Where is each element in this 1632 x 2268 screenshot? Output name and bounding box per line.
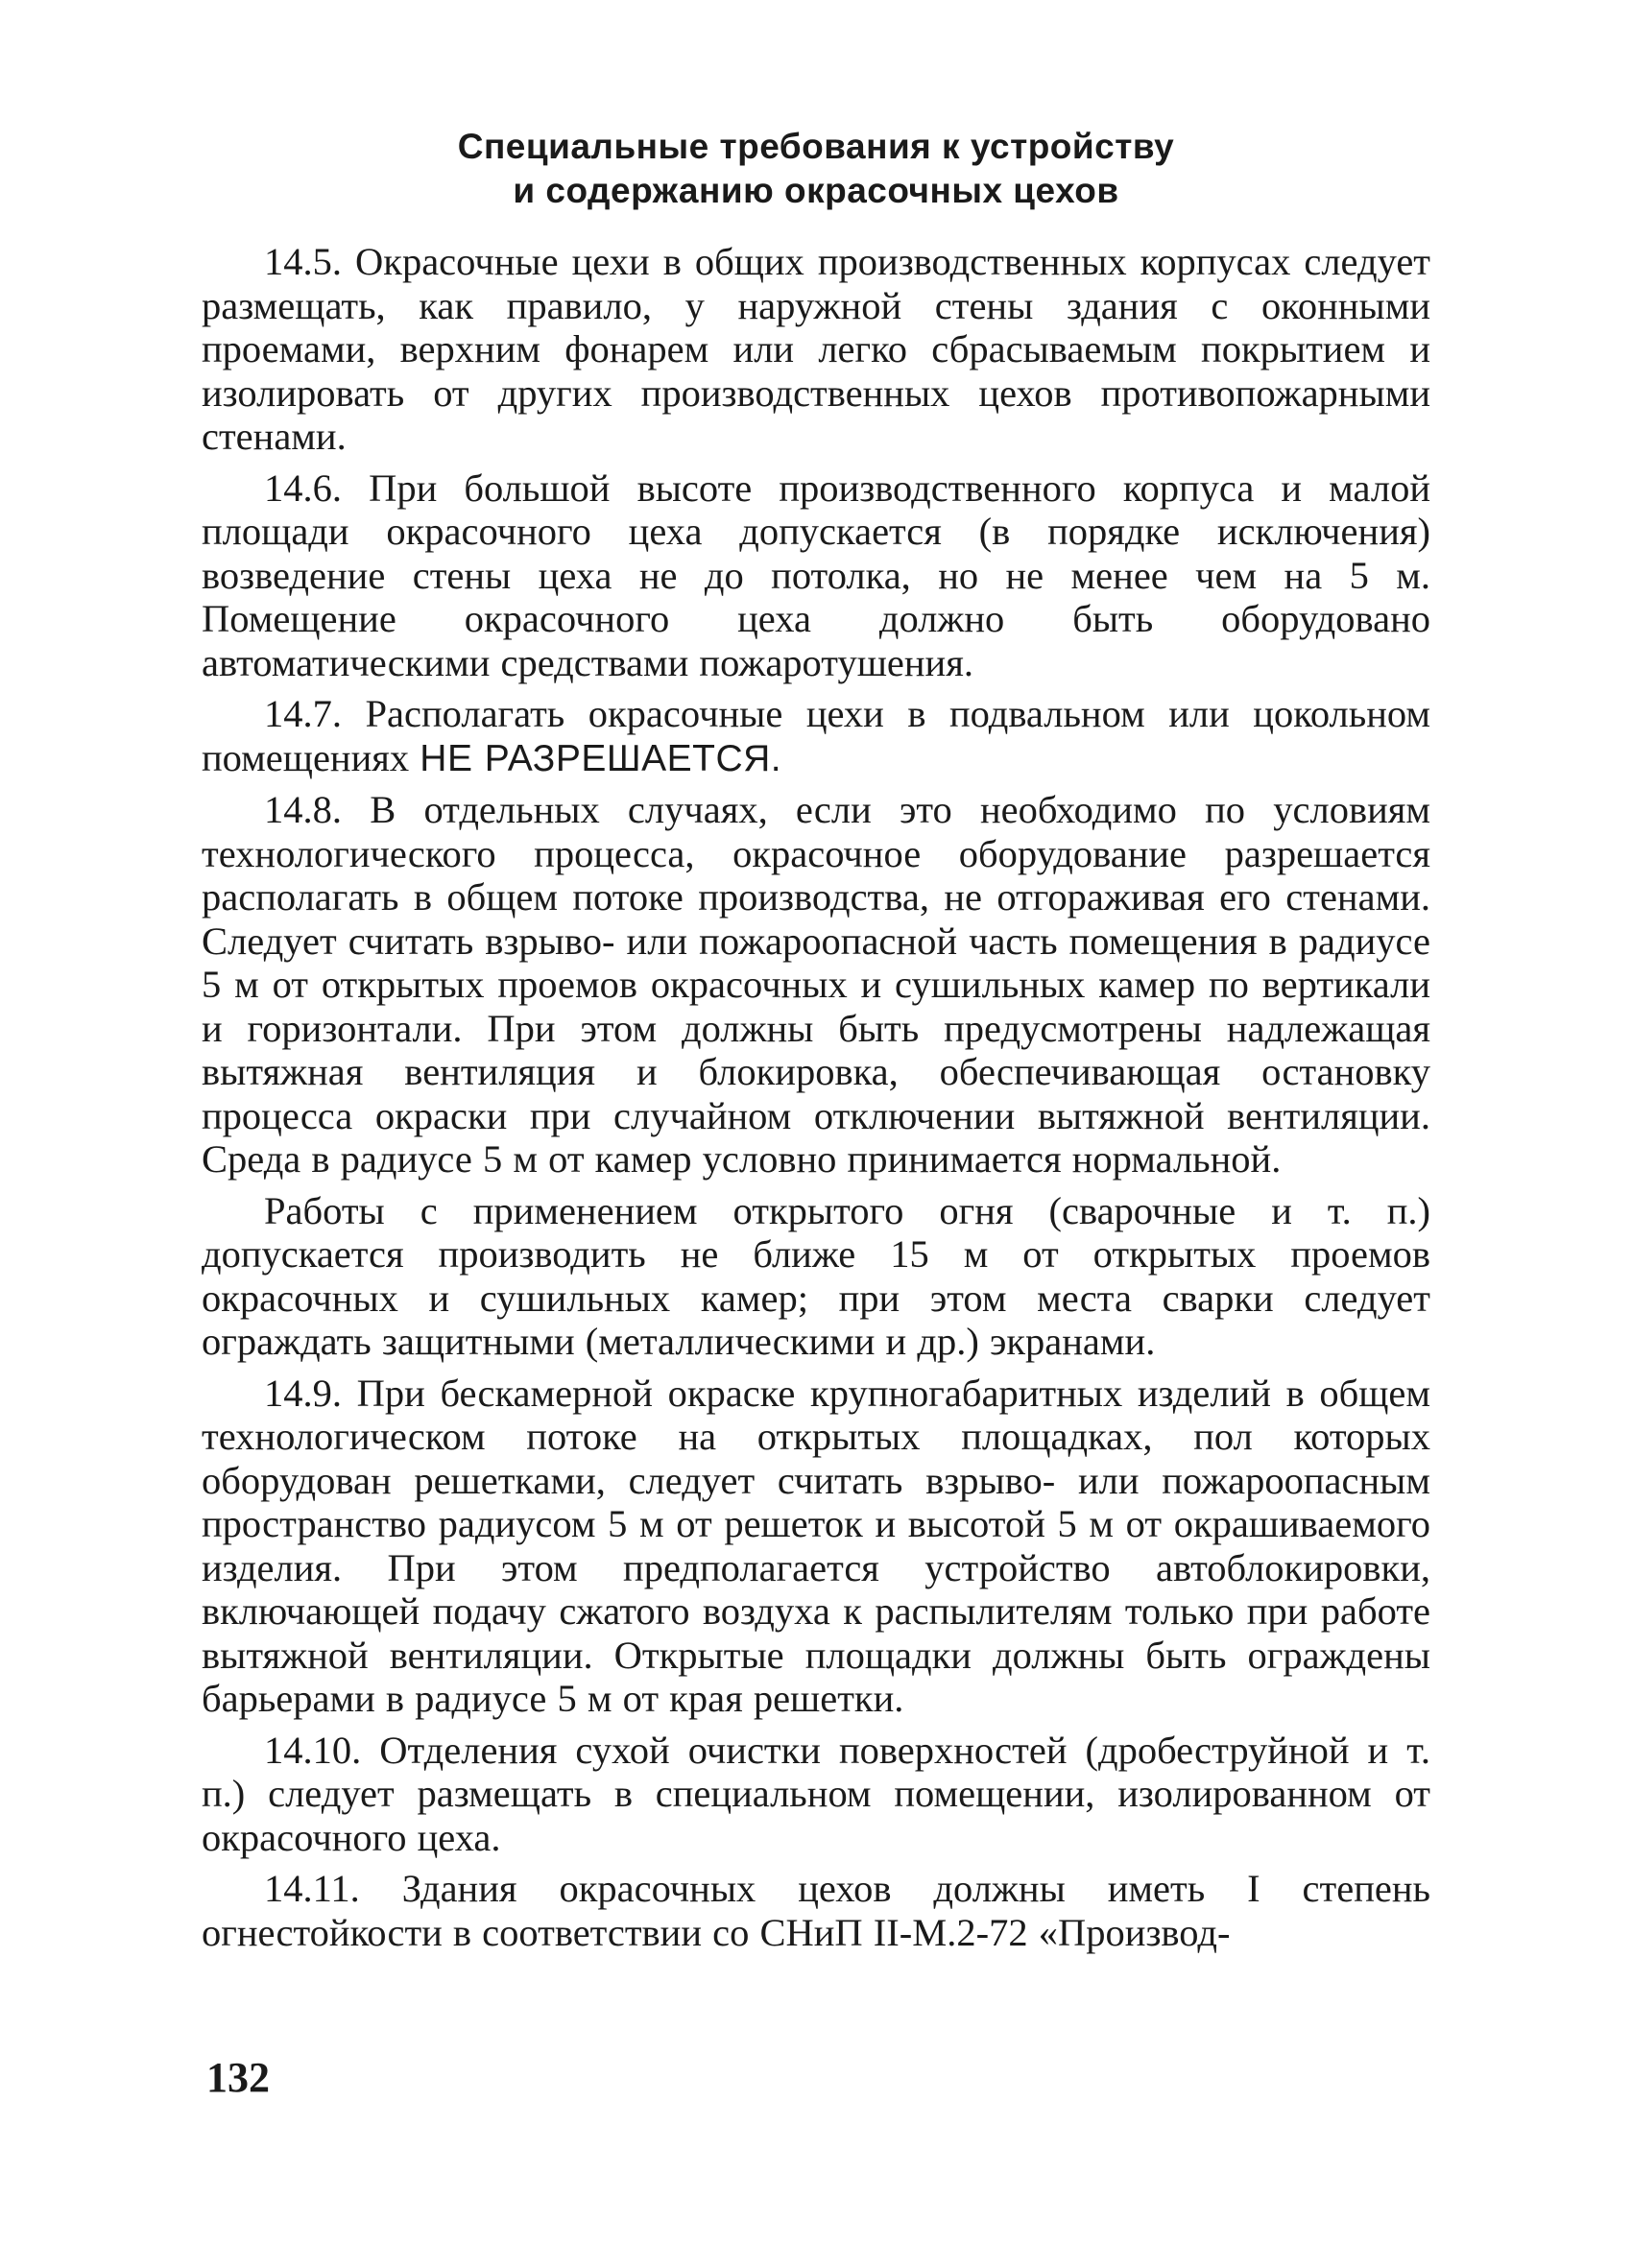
section-heading: [202, 125, 1430, 213]
document-page: [202, 125, 1430, 1962]
paragraph-14-7-text: 14.7. Располагать окрасочные цехи в подвальном или цокольном помещениях: [202, 692, 1430, 779]
paragraph-14-6: 14.6. При большой высоте производственного корпуса и малой площади окрасочного цеха допускается (в порядке исключения) возведение стены цеха не до потолка, но не менее чем на 5 м. Помещение окрасочного цеха должно быть оборудовано автоматическими средствами пожаротушения.: [202, 466, 1430, 684]
page-number: 132: [206, 2054, 270, 2101]
paragraph-14-10: 14.10. Отделения сухой очистки поверхностей (дробеструйной и т. п.) следует размещать в специальном помещении, изолированном от окрасочного цеха.: [202, 1728, 1430, 1859]
paragraph-14-9: 14.9. При бескамерной окраске крупногабаритных изделий в общем технологическом потоке на открытых площадках, пол которых оборудован решетками, следует считать взрыво- или пожароопасным пространство радиусом 5 м от решеток и высотой 5 м от окрашиваемого изделия. При этом предполагается устройство автоблокировки, включающей подачу сжатого воздуха к распылителям только при работе вытяжной вентиляции. Открытые площадки должны быть ограждены барьерами в радиусе 5 м от края решетки.: [202, 1371, 1430, 1720]
paragraph-welding-works: Работы с применением открытого огня (сварочные и т. п.) допускается производить не ближе 15 м от открытых проемов окрасочных и сушильных камер; при этом места сварки следует ограждать защитными (металлическими и др.) экранами.: [202, 1188, 1430, 1363]
paragraph-14-7: [202, 692, 1430, 780]
paragraph-14-11: 14.11. Здания окрасочных цехов должны иметь I степень огнестойкости в соответствии со СНиП II-М.2-72 «Производ-: [202, 1867, 1430, 1954]
heading-line-2: и содержанию окрасочных цехов: [513, 171, 1119, 210]
paragraph-14-5: 14.5. Окрасочные цехи в общих производственных корпусах следует размещать, как правило, у наружной стены здания с оконными проемами, верхним фонарем или легко сбрасываемым покрытием и изолировать от других производственных цехов противопожарными стенами.: [202, 240, 1430, 458]
paragraph-14-8: 14.8. В отдельных случаях, если это необходимо по условиям технологического процесса, окрасочное оборудование разрешается располагать в общем потоке производства, не отгораживая его стенами. Следует считать взрыво- или пожароопасной часть помещения в радиусе 5 м от открытых проемов окрасочных и сушильных камер по вертикали и горизонтали. При этом должны быть предусмотрены надлежащая вытяжная вентиляция и блокировка, обеспечивающая остановку процесса окраски при случайном отключении вытяжной вентиляции. Среда в радиусе 5 м от камер условно принимается нормальной.: [202, 788, 1430, 1181]
paragraph-14-7-emphasis: НЕ РАЗРЕШАЕТСЯ.: [420, 737, 782, 779]
heading-line-1: Специальные требования к устройству: [457, 127, 1175, 166]
